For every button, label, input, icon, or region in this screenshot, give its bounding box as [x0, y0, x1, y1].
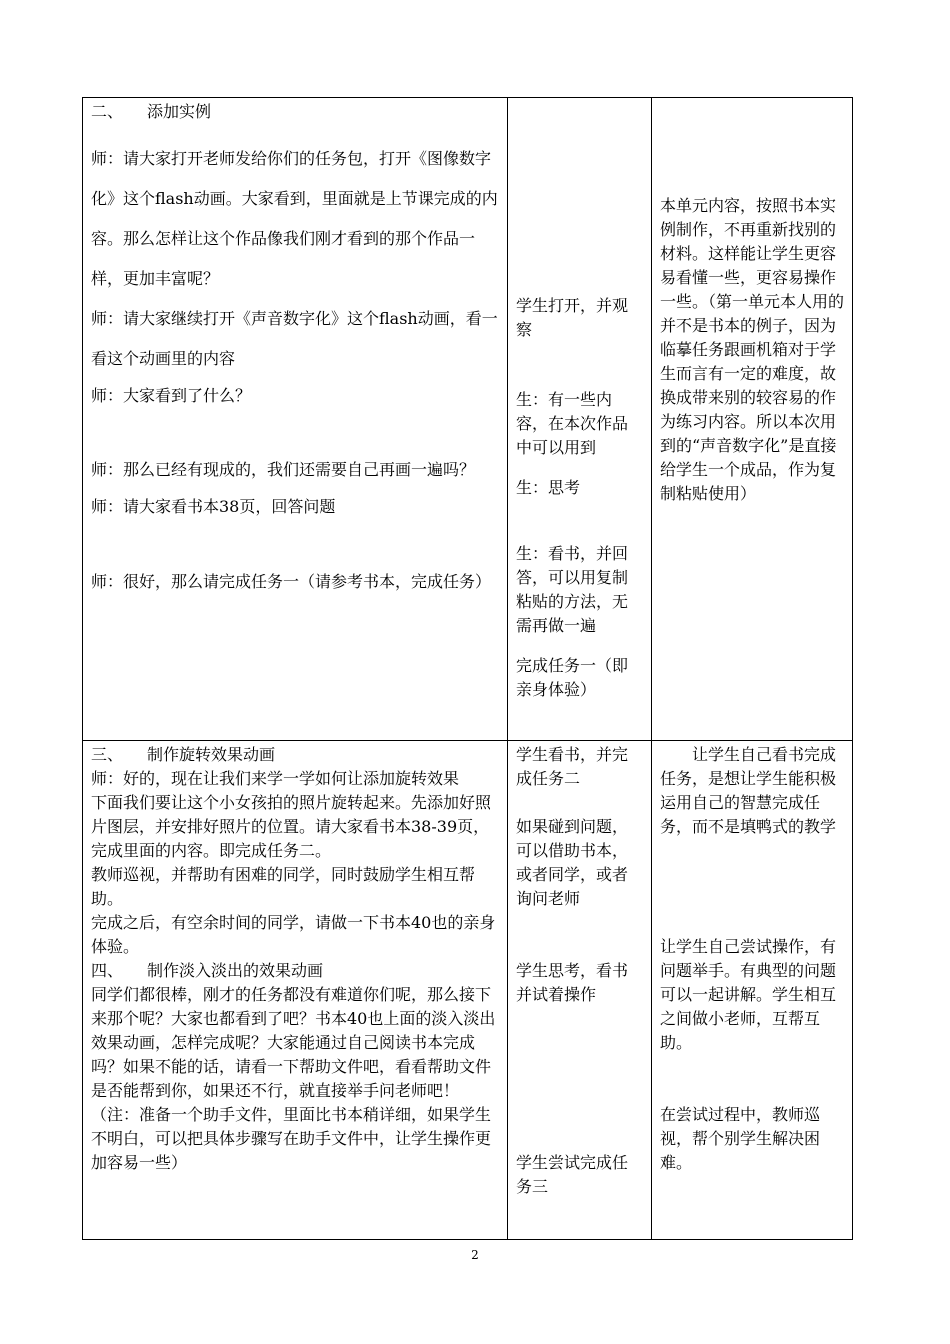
design-intent-cell	[652, 98, 853, 741]
student-line: 完成任务一（即亲身体验）	[516, 656, 629, 699]
lesson-plan-table	[82, 97, 853, 1240]
section-heading: 二、 添加实例	[91, 102, 212, 121]
teacher-line: 师：好的，现在让我们来学一学如何让添加旋转效果	[91, 769, 460, 788]
student-activity-cell	[508, 98, 652, 741]
table-row	[83, 98, 853, 741]
section-heading: 四、 制作淡入淡出的效果动画	[91, 961, 324, 980]
student-line: 生：思考	[516, 478, 581, 497]
design-note: 在尝试过程中，教师巡视，帮个别学生解决困难。	[660, 1105, 821, 1172]
student-line: 如果碰到问题，可以借助书本，或者同学，或者询问老师	[516, 817, 629, 908]
design-note: 让学生自己看书完成任务，是想让学生能积极运用自己的智慧完成任务，而不是填鸭式的教学	[660, 745, 837, 836]
student-line: 学生打开，并观察	[516, 296, 629, 339]
table-row	[83, 741, 853, 1240]
design-intent-cell	[652, 741, 853, 1240]
teacher-line: 下面我们要让这个小女孩拍的照片旋转起来。先添加好照片图层，并安排好照片的位置。请大家看书本38-39页，完成里面的内容。即完成任务二。	[91, 793, 492, 860]
design-note: 让学生自己尝试操作，有问题举手。有典型的问题可以一起讲解。学生相互之间做小老师，互帮互助。	[660, 937, 837, 1052]
student-line: 学生尝试完成任务三	[516, 1153, 629, 1196]
student-line: 生：看书，并回答，可以用复制粘贴的方法，无需再做一遍	[516, 544, 629, 635]
student-activity-cell	[508, 741, 652, 1240]
teacher-activity-cell	[83, 98, 508, 741]
teacher-line: 完成之后，有空余时间的同学，请做一下书本40也的亲身体验。	[91, 913, 496, 956]
teacher-line: 师：请大家打开老师发给你们的任务包，打开《图像数字化》这个flash动画。大家看到，里面就是上节课完成的内容。那么怎样让这个作品像我们刚才看到的那个作品一样，更加丰富呢？	[91, 148, 498, 288]
teacher-line: 同学们都很棒，刚才的任务都没有难道你们呢，那么接下来那个呢？大家也都看到了吧？书本40也上面的淡入淡出效果动画，怎样完成呢？大家能通过自己阅读书本完成吗？如果不能的话，请看一下帮助文件吧，看看帮助文件是否能帮到你，如果还不行，就直接举手问老师吧！	[91, 985, 496, 1100]
teacher-activity-cell	[83, 741, 508, 1240]
teacher-line: 师：请大家看书本38页，回答问题	[91, 497, 336, 517]
page-number: 2	[471, 1248, 479, 1262]
student-line: 学生思考，看书并试着操作	[516, 961, 629, 1004]
teacher-line: 师：那么已经有现成的，我们还需要自己再画一遍吗？	[91, 460, 476, 480]
design-note: 本单元内容，按照书本实例制作，不再重新找别的材料。这样能让学生更容易看懂一些，更容易操作一些。（第一单元本人用的并不是书本的例子，因为临摹任务跟画机箱对于学生而言有一定的难度，故换成带来别的较容易的作为练习内容。所以本次用到的“声音数字化”是直接给学生一个成品，作为复制粘贴使用）	[660, 196, 845, 503]
student-line: 学生看书，并完成任务二	[516, 745, 629, 788]
teacher-note: （注：准备一个助手文件，里面比书本稍详细，如果学生不明白，可以把具体步骤写在助手文件中，让学生操作更加容易一些）	[91, 1105, 492, 1172]
teacher-line: 教师巡视，并帮助有困难的同学，同时鼓励学生相互帮助。	[91, 865, 476, 908]
teacher-line: 师：大家看到了什么？	[91, 385, 252, 405]
teacher-line: 师：很好，那么请完成任务一（请参考书本，完成任务）	[91, 571, 492, 591]
section-heading: 三、 制作旋转效果动画	[91, 745, 276, 764]
student-line: 生：有一些内容，在本次作品中可以用到	[516, 390, 629, 457]
teacher-line: 师：请大家继续打开《声音数字化》这个flash动画，看一看这个动画里的内容	[91, 308, 498, 368]
